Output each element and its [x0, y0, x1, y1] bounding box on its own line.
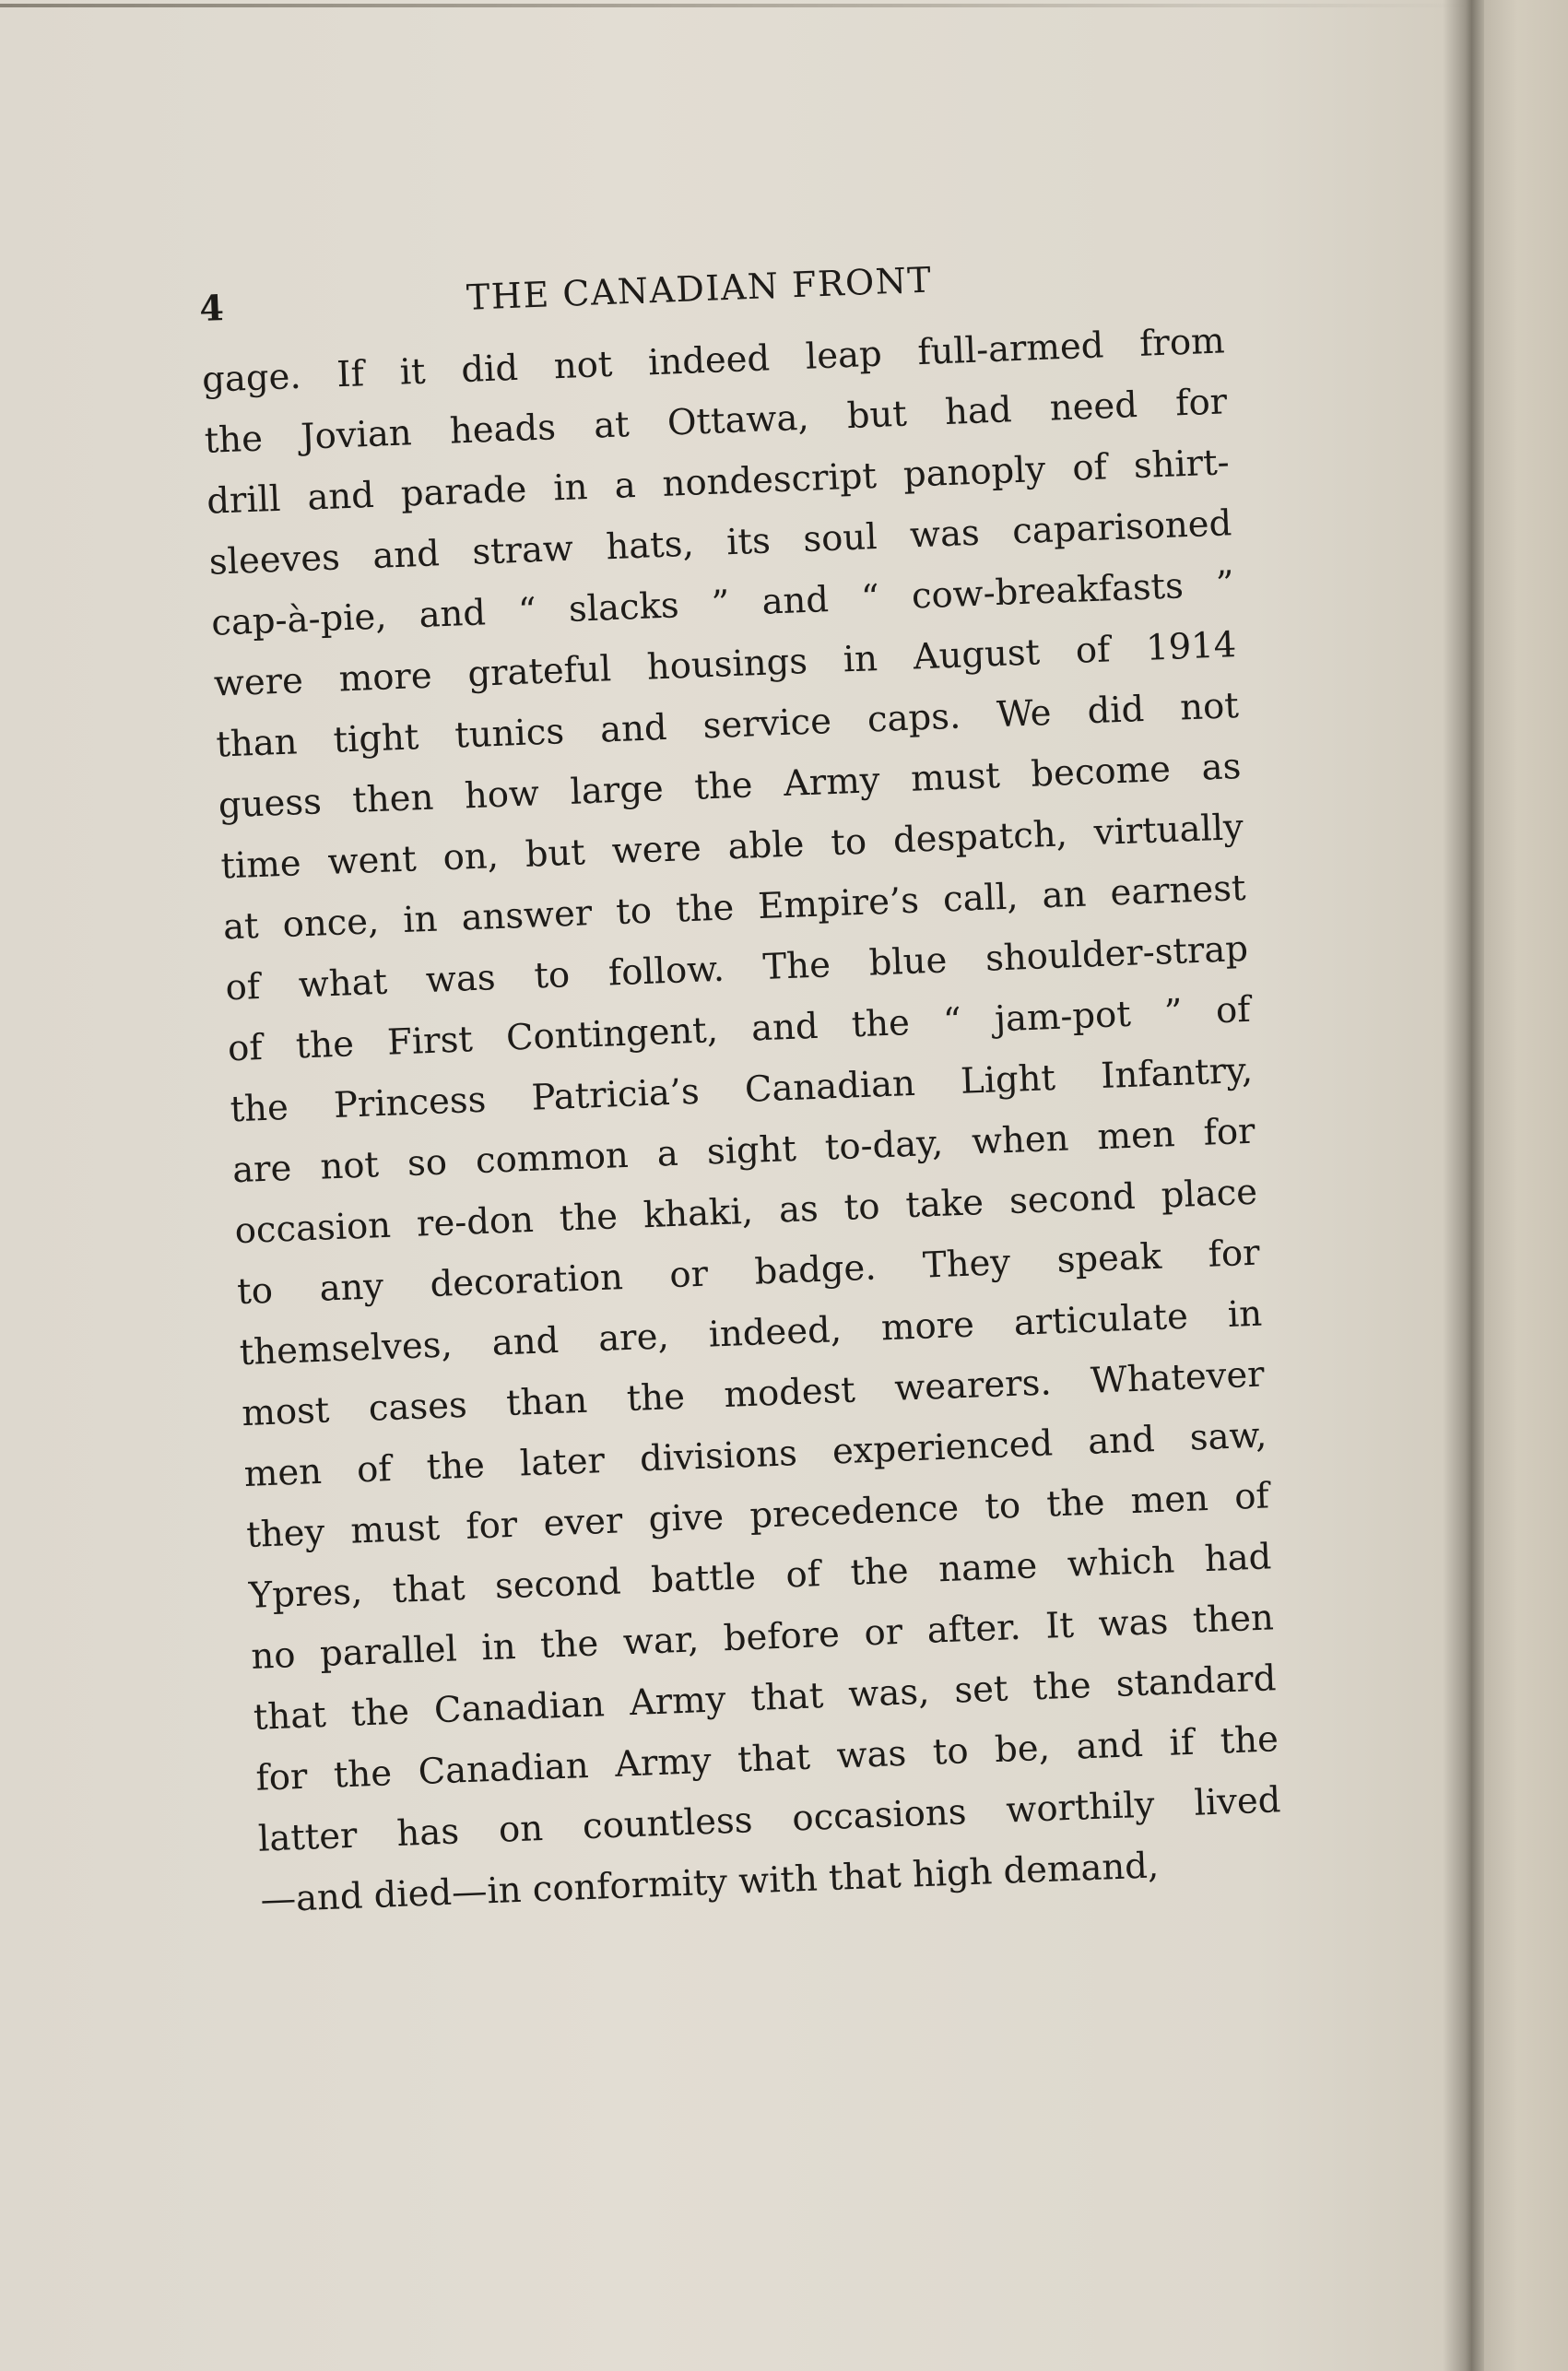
text-line: the Jovian heads at Ottawa, but had need for [203, 381, 1228, 462]
running-title: THE CANADIAN FRONT [466, 259, 934, 318]
text-line: are not so common a sight to-day, when men for [231, 1110, 1256, 1192]
text-line: of what was to follow. The blue shoulder-strap [224, 927, 1249, 1009]
text-line: time went on, but were able to despatch, virtually [219, 806, 1244, 888]
text-line: occasion re-don the khaki, as to take second place [233, 1171, 1258, 1253]
text-line: sleeves and straw hats, its soul was caparisoned [208, 502, 1232, 584]
text-line: than tight tunics and service caps. We did not [215, 685, 1240, 766]
text-line: to any decoration or badge. They speak for [236, 1232, 1261, 1314]
text-line: no parallel in the war, before or after. It was then [250, 1597, 1275, 1678]
text-line: —and died—in conformity with that high demand, [259, 1845, 1160, 1921]
text-line: most cases than the modest wearers. Whatever [241, 1353, 1266, 1435]
text-line: that the Canadian Army that was, set the standard [253, 1657, 1278, 1739]
text-line: latter has on countless occasions worthily lived [257, 1779, 1282, 1860]
text-line: cap-à-pie, and “ slacks ” and “ cow-breakfasts ” [210, 563, 1235, 644]
text-block [198, 233, 1385, 1931]
text-line: guess then how large the Army must become as [218, 745, 1243, 827]
text-line: men of the later divisions experienced and saw, [243, 1414, 1267, 1496]
text-line: gage. If it did not indeed leap full-armed from [201, 320, 1226, 401]
text-line: for the Canadian Army that was to be, and if the [254, 1718, 1279, 1799]
text-line: of the First Contingent, and the “ jam-pot ” of [227, 988, 1252, 1070]
page-top-edge [0, 4, 1475, 7]
text-line: drill and parade in a nondescript panoply of shirt- [206, 442, 1231, 523]
adjacent-page-edge [1484, 0, 1568, 2371]
text-line: were more grateful housings in August of 1914 [213, 624, 1238, 705]
text-line: at once, in answer to the Empire’s call, an earnest [222, 867, 1247, 949]
body-text [201, 307, 1385, 1931]
binding-gutter-shadow [1443, 0, 1484, 2371]
text-line: Ypres, that second battle of the name which had [248, 1536, 1273, 1617]
text-line: the Princess Patricia’s Canadian Light Infantry, [229, 1049, 1254, 1131]
page-number: 4 [198, 286, 227, 329]
text-line: themselves, and are, indeed, more articulate in [238, 1292, 1263, 1374]
text-line: they must for ever give precedence to the men of [245, 1475, 1270, 1556]
